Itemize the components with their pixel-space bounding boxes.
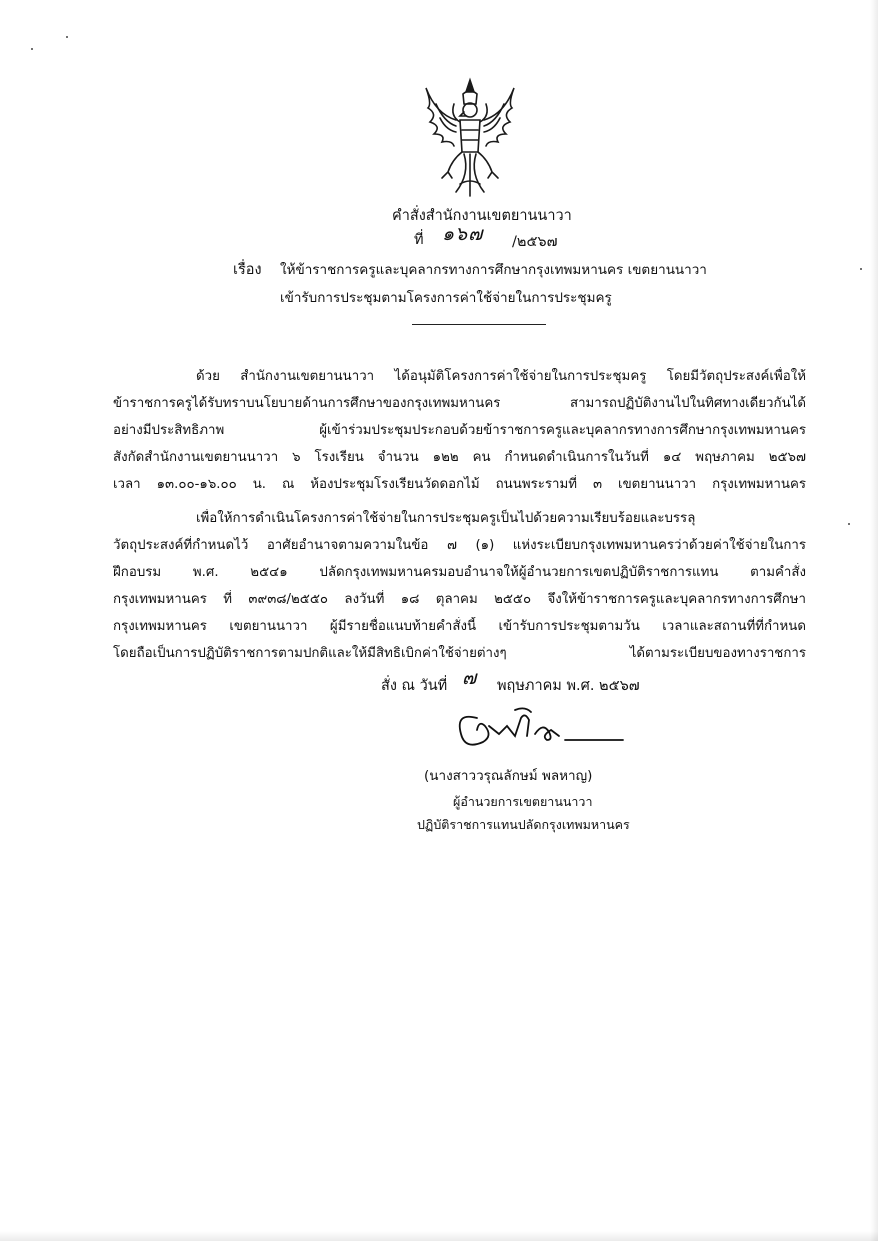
handwritten-signature [455,704,625,759]
paragraph2-line: เพื่อให้การดำเนินโครงการค่าใช้จ่ายในการประชุมครูเป็นไปด้วยความเรียบร้อยและบรรลุ [196,511,696,526]
paragraph2-line: ฝึกอบรม พ.ศ. ๒๕๔๑ ปลัดกรุงเทพมหานครมอบอำนาจให้ผู้อำนวยการเขตปฏิบัติราชการแทน ตามคำสั่ง [113,565,806,580]
scan-speck [848,523,850,525]
page-edge-shadow [0,1231,878,1241]
paragraph2-line: กรุงเทพมหานคร เขตยานนาวา ผู้มีรายชื่อแนบท้ายคำสั่งนี้ เข้ารับการประชุมตามวัน เวลาและสถานที่ที่กำหนด [113,619,806,634]
page-edge-shadow [870,0,878,1241]
paragraph2-line: วัตถุประสงค์ที่กำหนดไว้ อาศัยอำนาจตามความในข้อ ๗ (๑) แห่งระเบียบกรุงเทพมหานครว่าด้วยค่าใช้จ่ายในการ [113,538,806,553]
paragraph2-line: โดยถือเป็นการปฏิบัติราชการตามปกติและให้มีสิทธิเบิกค่าใช้จ่ายต่างๆ ได้ตามระเบียบของทางราชการ [113,646,806,661]
subject-line-2: เข้ารับการประชุมตามโครงการค่าใช้จ่ายในการประชุมครู [280,290,612,306]
order-title: คำสั่งสำนักงานเขตยานนาวา [392,208,572,224]
scan-speck [66,36,68,38]
paragraph1-line: อย่างมีประสิทธิภาพ ผู้เข้าร่วมประชุมประกอบด้วยข้าราชการครูและบุคลากรทางการศึกษากรุงเทพมหานคร [113,423,806,438]
signer-name: (นางสาววรุณลักษม์ พลหาญ) [424,768,593,784]
paragraph1-line: ด้วย สำนักงานเขตยานนาวา ได้อนุมัติโครงการค่าใช้จ่ายในการประชุมครู โดยมีวัตถุประสงค์เพื่อให้ [196,369,806,384]
paragraph1-line: สังกัดสำนักงานเขตยานนาวา ๖ โรงเรียน จำนวน ๑๒๒ คน กำหนดดำเนินการในวันที่ ๑๔ พฤษภาคม ๒๕๖๗ [113,450,806,465]
garuda-emblem [416,74,524,200]
scan-speck [31,48,33,50]
order-number-year: /๒๕๖๗ [512,234,558,250]
date-month-year: พฤษภาคม พ.ศ. ๒๕๖๗ [497,678,640,694]
paragraph2-line: กรุงเทพมหานคร ที่ ๓๙๓๘/๒๕๕๐ ลงวันที่ ๑๘ ตุลาคม ๒๕๕๐ จึงให้ข้าราชการครูและบุคลากรทางการศึกษา [113,592,806,607]
scan-speck [860,268,862,270]
signer-position-1: ผู้อำนวยการเขตยานนาวา [453,794,593,809]
date-prefix: สั่ง ณ วันที่ [381,678,448,694]
paragraph1-line: ข้าราชการครูได้รับทราบนโยบายด้านการศึกษาของกรุงเทพมหานคร สามารถปฏิบัติงานไปในทิศทางเดียวกันได้ [113,396,806,411]
title-divider [412,324,546,325]
signer-position-2: ปฏิบัติราชการแทนปลัดกรุงเทพมหานคร [417,817,630,832]
date-day-handwritten: ๗ [462,667,478,689]
subject-line-1: ให้ข้าราชการครูและบุคลากรทางการศึกษากรุงเทพมหานคร เขตยานนาวา [280,262,707,278]
paragraph1-line: เวลา ๑๓.๐๐-๑๖.๐๐ น. ณ ห้องประชุมโรงเรียนวัดดอกไม้ ถนนพระรามที่ ๓ เขตยานนาวา กรุงเทพมหานคร [113,477,806,492]
subject-label: เรื่อง [233,262,262,278]
order-number-handwritten: ๑๖๗ [442,223,484,245]
order-number-prefix: ที่ [414,232,424,248]
